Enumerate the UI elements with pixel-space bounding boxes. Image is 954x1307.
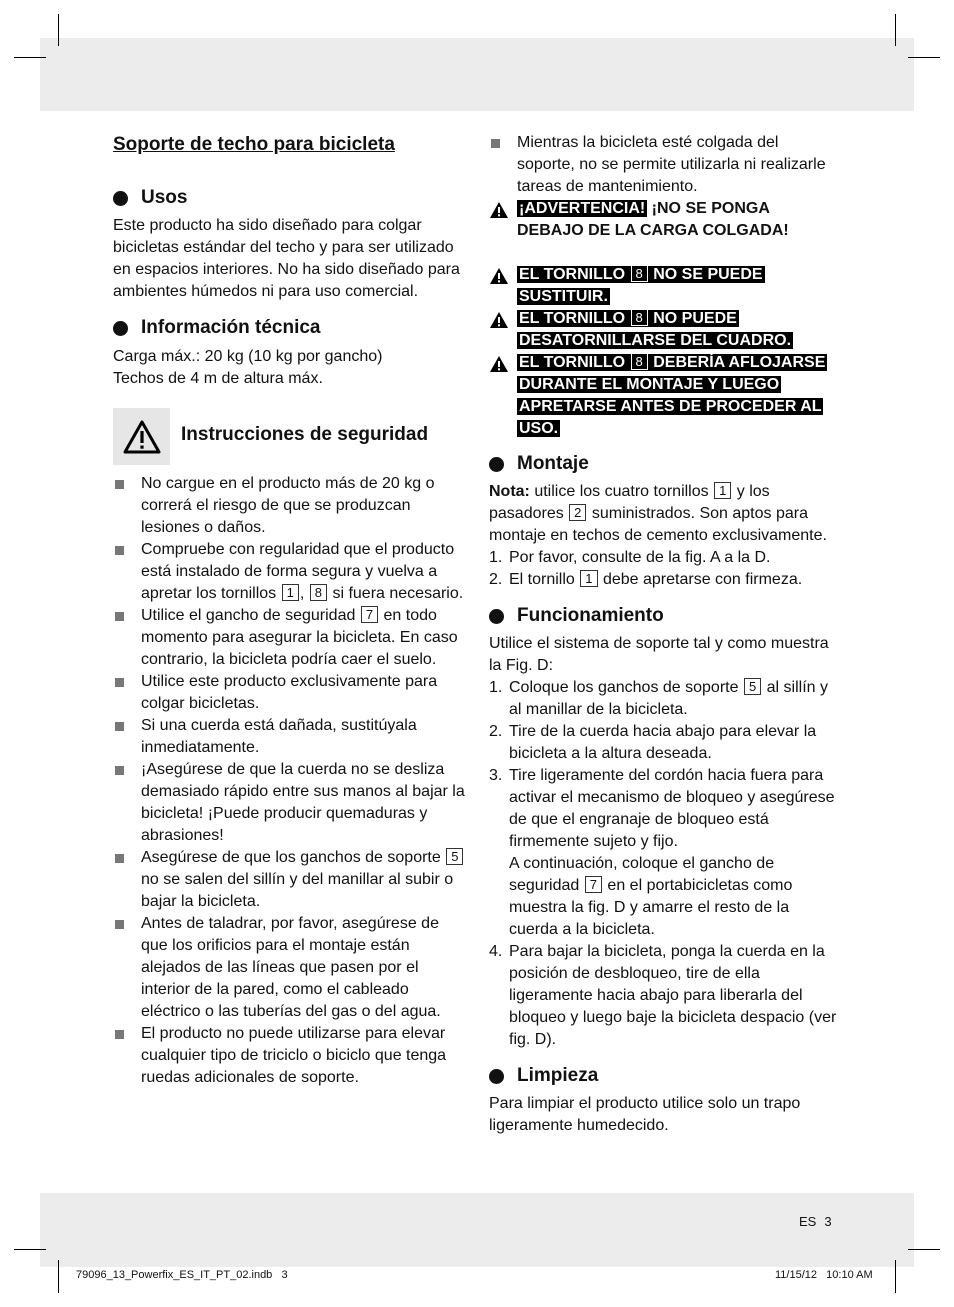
list-item <box>113 671 468 715</box>
file-slug: 79096_13_Powerfix_ES_IT_PT_02.indb 3 <box>76 1269 288 1281</box>
montaje-note <box>489 481 839 547</box>
step-number: 2. <box>489 571 503 588</box>
list-item <box>489 721 839 765</box>
step-number: 4. <box>489 943 503 960</box>
item-text: no se salen del sillín y del manillar al subir o bajar la bicicleta. <box>141 871 454 910</box>
safety-list-continued <box>489 132 839 198</box>
warning-triangle-icon <box>489 267 509 285</box>
warning-text: ¡NO SE PONGA DEBAJO DE LA CARGA COLGADA! <box>517 200 789 239</box>
warning-text: NO PUEDE DESATORNILLARSE DEL CUADRO. <box>519 310 792 349</box>
footer-band <box>40 1193 914 1267</box>
note-text: y los pasadores <box>489 483 770 522</box>
safety-heading <box>113 408 468 465</box>
usos-text: Este producto ha sido diseñado para colgar bicicletas estándar del techo y para ser utilizado en espacios interiores. No ha sido diseñado para ambientes húmedos ni para uso comercial. <box>113 217 460 300</box>
warning-text: EL TORNILLO <box>519 266 626 283</box>
part-ref-badge: 8 <box>631 309 648 326</box>
list-item <box>489 547 839 569</box>
warning-notice <box>489 198 839 242</box>
part-ref-badge: 8 <box>310 584 327 601</box>
item-text: Compruebe con regularidad que el producto está instalado de forma segura y vuelva a apretar los tornillos <box>141 541 455 602</box>
warning-triangle-icon <box>489 311 509 329</box>
safety-heading-text: Instrucciones de seguridad <box>181 423 429 445</box>
list-item <box>113 715 468 759</box>
language-code: ES <box>799 1214 817 1229</box>
step-text: Por favor, consulte de la fig. A a la D. <box>509 549 771 566</box>
heading-text: Funcionamiento <box>517 605 664 626</box>
safety-list <box>113 473 468 1089</box>
warning-triangle-icon <box>489 201 509 219</box>
crop-mark <box>58 14 59 46</box>
item-text: Asegúrese de que los ganchos de soporte <box>141 849 441 866</box>
page-number <box>799 1214 832 1229</box>
crop-mark <box>895 1260 896 1293</box>
step-number: 1. <box>489 679 503 696</box>
step-text: Tire ligeramente del cordón hacia fuera para activar el mecanismo de bloqueo y asegúrese de que el engranaje de bloqueo está firmemente sujeto y fijo. <box>509 767 835 850</box>
crop-mark <box>908 57 940 58</box>
warning-text: DEBERÍA AFLOJARSE DURANTE EL MONTAJE Y LUEGO APRETARSE ANTES DE PROCEDER AL USO. <box>519 354 826 437</box>
part-ref-badge: 8 <box>631 265 648 282</box>
item-text: Utilice el gancho de seguridad <box>141 607 356 624</box>
square-bullet-icon <box>491 139 500 148</box>
warning-notice <box>489 352 839 440</box>
item-text: Utilice este producto exclusivamente para colgar bicicletas. <box>141 673 438 712</box>
info-line-1: Carga máx.: 20 kg (10 kg por gancho) <box>113 348 383 365</box>
list-item <box>113 605 468 671</box>
square-bullet-icon <box>115 1030 124 1039</box>
step-text: Tire de la cuerda hacia abajo para elevar la bicicleta a la altura deseada. <box>509 723 817 762</box>
warning-text: EL TORNILLO <box>519 310 626 327</box>
page-title: Soporte de techo para bicicleta <box>113 134 395 155</box>
list-item <box>113 473 468 539</box>
bullet-dot-icon <box>489 1069 504 1084</box>
func-steps <box>489 677 839 1051</box>
warning-notice <box>489 308 839 352</box>
item-text: No cargue en el producto más de 20 kg o correrá el riesgo de que se produzcan lesiones o daños. <box>141 475 435 536</box>
list-item <box>489 765 839 941</box>
crop-mark <box>58 1260 59 1293</box>
bullet-dot-icon <box>489 609 504 624</box>
page-number-value: 3 <box>824 1214 832 1229</box>
part-ref-badge: 5 <box>446 848 463 865</box>
func-intro: Utilice el sistema de soporte tal y como muestra la Fig. D: <box>489 635 829 674</box>
step-text: debe apretarse con firmeza. <box>602 571 803 588</box>
list-item <box>113 1023 468 1089</box>
heading-text: Limpieza <box>517 1065 599 1086</box>
item-text: ¡Asegúrese de que la cuerda no se desliza demasiado rápido entre sus manos al bajar la bicicleta! ¡Puede producir quemaduras y abrasiones! <box>141 761 465 844</box>
part-ref-badge: 8 <box>631 353 648 370</box>
warning-notice <box>489 264 839 308</box>
section-heading-funcionamiento <box>489 604 839 628</box>
square-bullet-icon <box>115 480 124 489</box>
square-bullet-icon <box>115 766 124 775</box>
step-text: al sillín y al manillar de la bicicleta. <box>509 679 828 718</box>
part-ref-badge: 2 <box>569 504 586 521</box>
item-text: , <box>299 585 305 602</box>
warning-triangle-icon <box>113 408 170 465</box>
square-bullet-icon <box>115 854 124 863</box>
part-ref-badge: 5 <box>744 678 761 695</box>
list-item <box>113 539 468 605</box>
heading-text: Información técnica <box>141 317 321 338</box>
step-text: Para bajar la bicicleta, ponga la cuerda en la posición de desbloqueo, tire de ella ligeramente hacia abajo para liberarla del bloqueo y luego baje la bicicleta despacio (ver fig. D). <box>509 943 837 1048</box>
step-text: en el portabicicletas como muestra la fig. D y amarre el resto de la cuerda a la bicicleta. <box>509 877 793 938</box>
square-bullet-icon <box>115 678 124 687</box>
warning-highlight: ¡ADVERTENCIA! <box>519 200 646 217</box>
heading-text: Montaje <box>517 453 589 474</box>
part-ref-badge: 7 <box>585 876 602 893</box>
section-heading-usos <box>113 186 468 210</box>
crop-mark <box>14 57 46 58</box>
section-heading-montaje <box>489 452 839 476</box>
bullet-dot-icon <box>113 321 128 336</box>
list-item <box>113 847 468 913</box>
list-item <box>113 913 468 1023</box>
part-ref-badge: 1 <box>580 570 597 587</box>
step-text: Coloque los ganchos de soporte <box>509 679 739 696</box>
item-text: Mientras la bicicleta esté colgada del soporte, no se permite utilizarla ni realizarle tareas de mantenimiento. <box>517 134 826 195</box>
note-label: Nota: <box>489 483 530 500</box>
header-band <box>40 38 914 111</box>
item-text: El producto no puede utilizarse para elevar cualquier tipo de triciclo o biciclo que tenga ruedas adicionales de soporte. <box>141 1025 447 1086</box>
montaje-steps <box>489 547 839 591</box>
item-text: Si una cuerda está dañada, sustitúyala inmediatamente. <box>141 717 417 756</box>
note-text: utilice los cuatro tornillos <box>529 483 709 500</box>
info-line-2: Techos de 4 m de altura máx. <box>113 370 323 387</box>
warning-text: EL TORNILLO <box>519 354 626 371</box>
bullet-dot-icon <box>489 457 504 472</box>
part-ref-badge: 7 <box>361 606 378 623</box>
step-number: 1. <box>489 549 503 566</box>
item-text: si fuera necesario. <box>332 585 464 602</box>
warning-text: NO SE PUEDE SUSTITUIR. <box>519 266 763 305</box>
crop-mark <box>895 14 896 46</box>
right-column <box>489 132 839 1137</box>
list-item <box>489 677 839 721</box>
crop-mark <box>14 1249 46 1250</box>
item-text: Antes de taladrar, por favor, asegúrese de que los orificios para el montaje están alejados de las líneas que pasen por el interior de la pared, como el cableado eléctrico o las tuberías del gas o del agua. <box>141 915 441 1020</box>
print-date: 11/15/12 10:10 AM <box>775 1269 873 1281</box>
left-column <box>113 128 468 1089</box>
square-bullet-icon <box>115 612 124 621</box>
square-bullet-icon <box>115 546 124 555</box>
part-ref-badge: 1 <box>282 584 299 601</box>
crop-mark <box>908 1249 940 1250</box>
list-item <box>113 759 468 847</box>
step-number: 2. <box>489 723 503 740</box>
list-item <box>489 569 839 591</box>
note-text: suministrados. Son aptos para montaje en techos de cemento exclusivamente. <box>489 505 827 544</box>
section-heading-info <box>113 316 468 340</box>
heading-text: Usos <box>141 187 188 208</box>
bullet-dot-icon <box>113 191 128 206</box>
square-bullet-icon <box>115 722 124 731</box>
section-heading-limpieza <box>489 1064 839 1088</box>
list-item <box>489 132 839 198</box>
item-text: en todo momento para asegurar la bicicleta. En caso contrario, la bicicleta podría caer el suelo. <box>141 607 458 668</box>
step-text: A continuación, coloque el gancho de seguridad <box>509 855 775 894</box>
part-ref-badge: 1 <box>714 482 731 499</box>
list-item <box>489 941 839 1051</box>
step-text: El tornillo <box>509 571 575 588</box>
limpieza-text: Para limpiar el producto utilice solo un trapo ligeramente humedecido. <box>489 1095 801 1134</box>
warning-triangle-icon <box>489 355 509 373</box>
step-number: 3. <box>489 767 503 784</box>
square-bullet-icon <box>115 920 124 929</box>
